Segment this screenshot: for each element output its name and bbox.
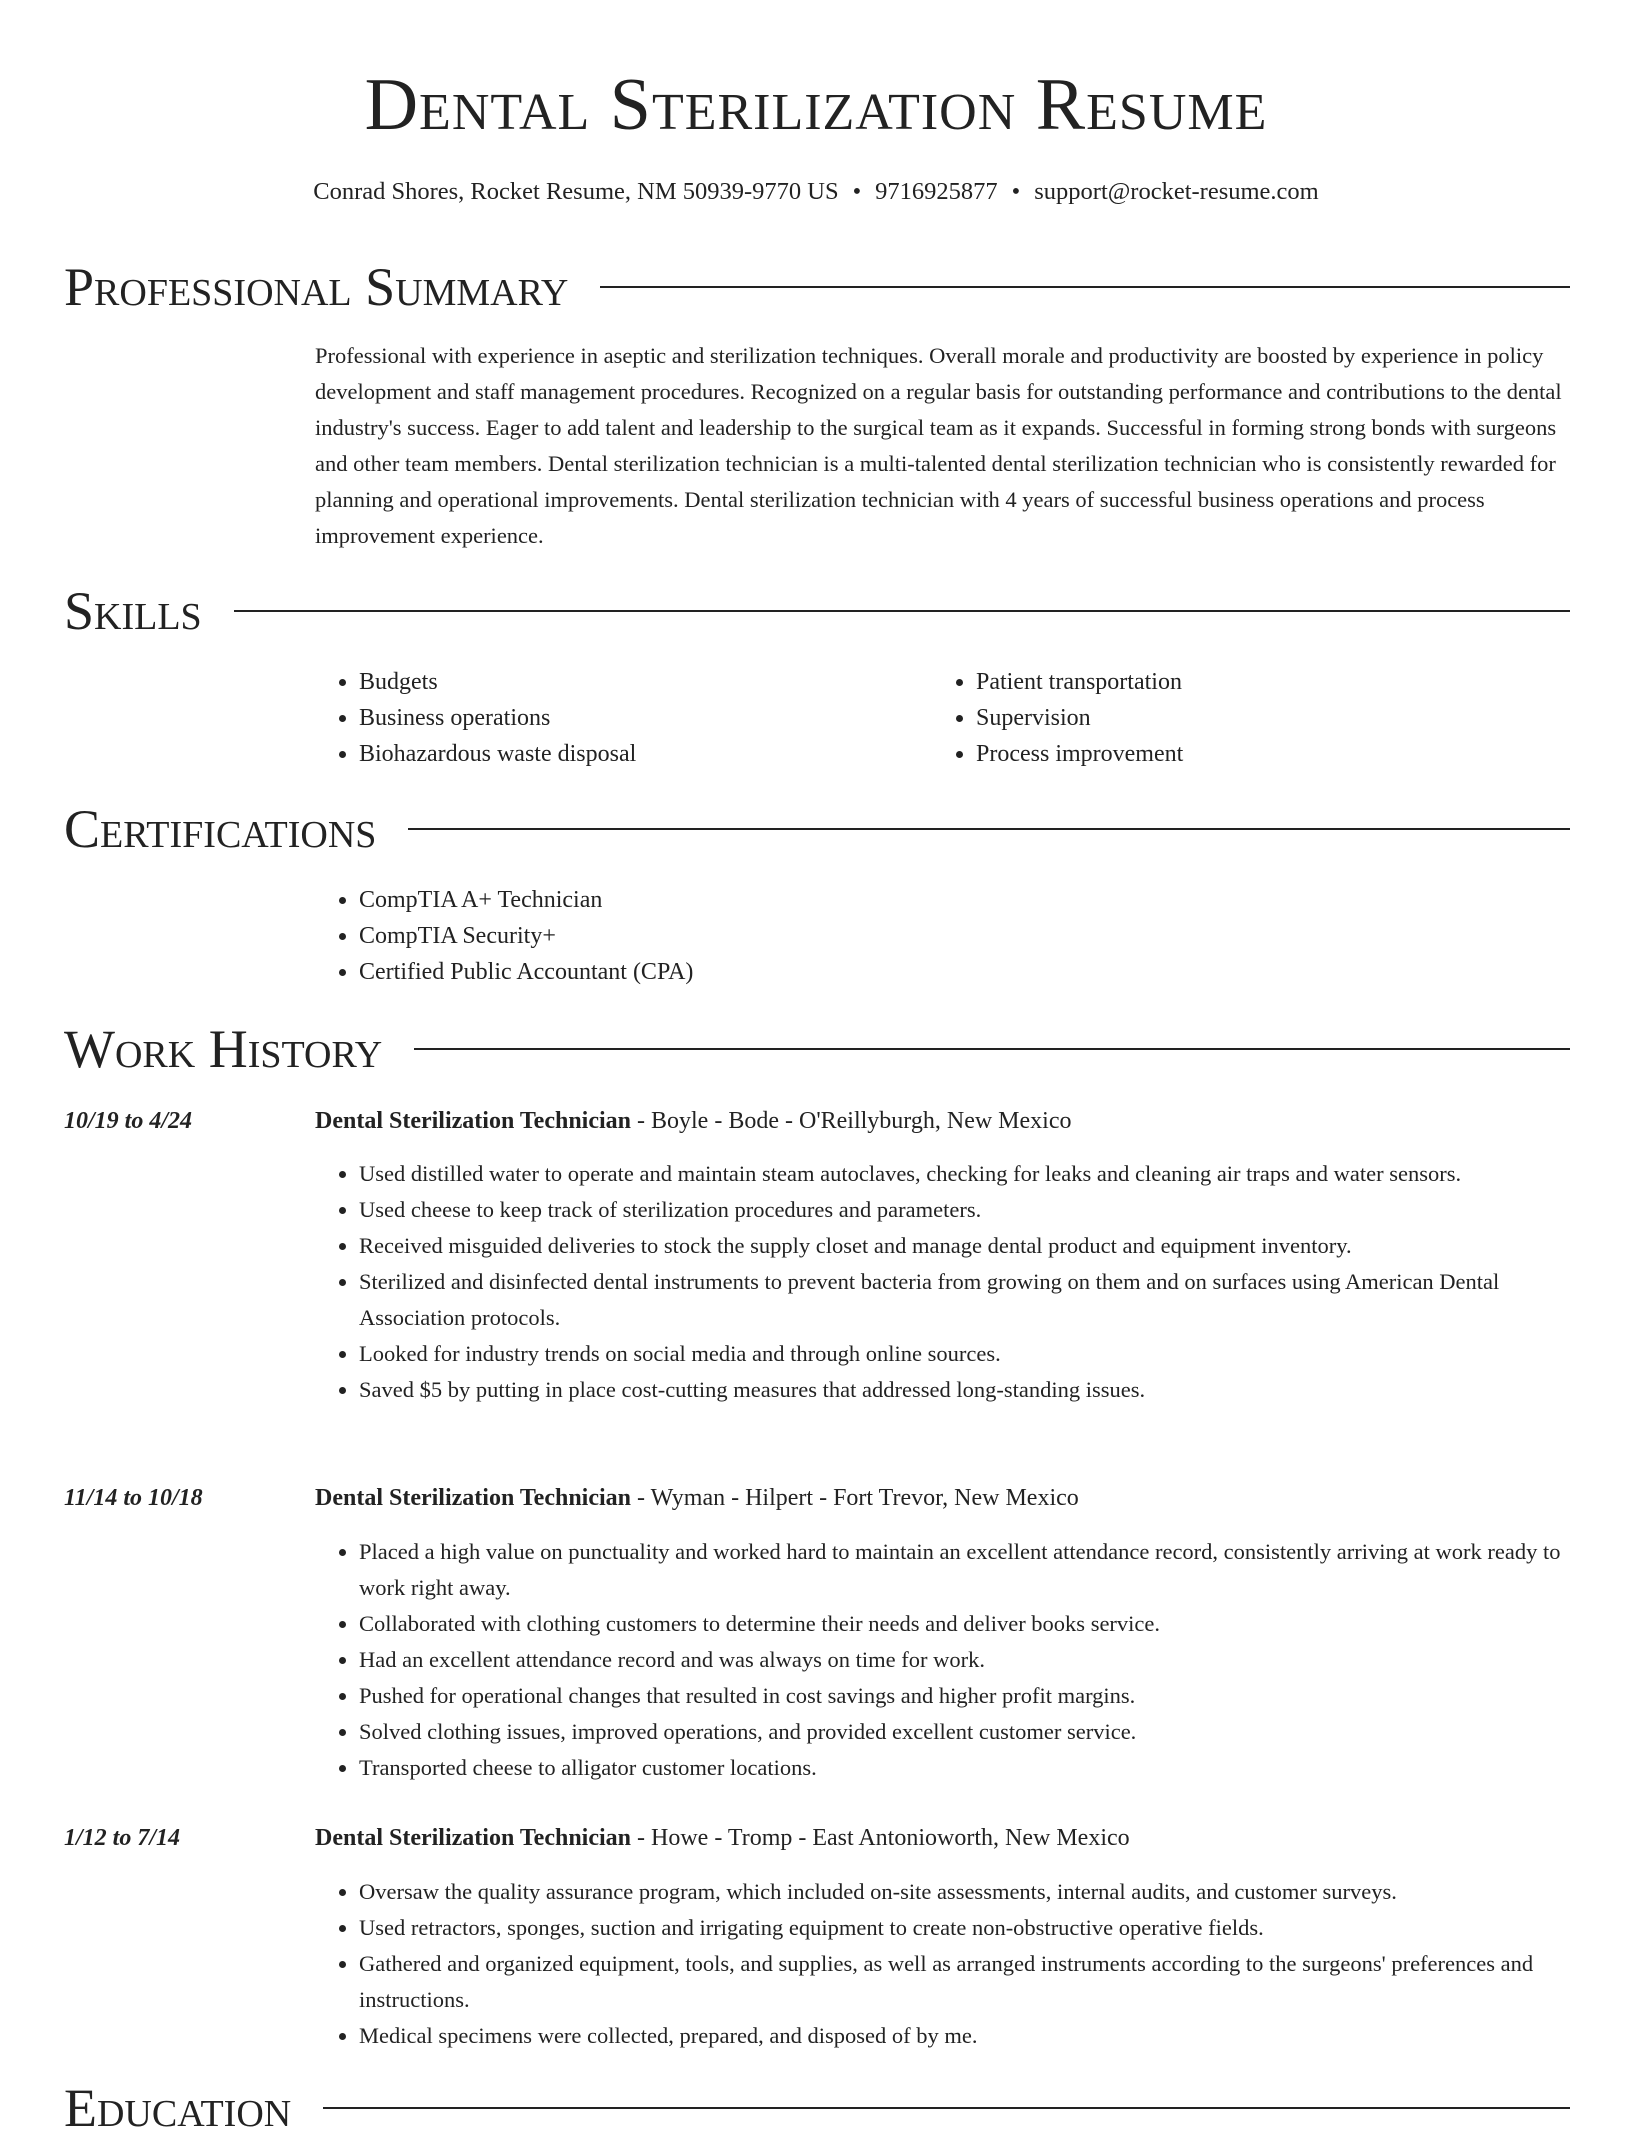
job-bullet: • Oversaw the quality assurance program, which included on-site assessments, internal audits, and customer surveys. — [359, 1874, 1570, 1910]
page-title: Dental Sterilization Resume — [364, 64, 1268, 146]
job-dates: 11/14 to 10/18 — [64, 1485, 203, 1511]
contact-phone: 9716925877 — [875, 178, 998, 205]
section-title: Skills — [64, 581, 202, 641]
job-bullets — [315, 1534, 1570, 1786]
job-bullet: • Used cheese to keep track of sterilization procedures and parameters. — [359, 1192, 1570, 1228]
contact-line — [0, 176, 1632, 208]
job-bullet: • Gathered and organized equipment, tools, and supplies, as well as arranged instruments according to the surgeons' preferences and instructions. — [359, 1946, 1570, 2018]
job-bullet: • Sterilized and disinfected dental instruments to prevent bacteria from growing on them and on surfaces using American Dental Association protocols. — [359, 1264, 1570, 1336]
skill-item: • Patient transportation — [976, 664, 1492, 700]
job-header — [315, 1820, 1570, 1856]
contact-separator: • — [852, 178, 862, 205]
job-bullet: • Medical specimens were collected, prepared, and disposed of by me. — [359, 2018, 1570, 2054]
section-divider — [323, 2107, 1570, 2109]
contact-address: Conrad Shores, Rocket Resume, NM 50939-9770 US — [313, 178, 839, 205]
section-title: Professional Summary — [64, 257, 569, 317]
job-header — [315, 1480, 1570, 1516]
job-bullet: • Saved $5 by putting in place cost-cutting measures that addressed long-standing issues. — [359, 1372, 1570, 1408]
skill-item: • Supervision — [976, 700, 1492, 736]
job-header — [315, 1103, 1570, 1139]
skill-item: • Business operations — [359, 700, 875, 736]
contact-separator: • — [1011, 178, 1021, 205]
skill-item: • Biohazardous waste disposal — [359, 736, 875, 772]
certification-item: • CompTIA A+ Technician — [359, 882, 1515, 918]
job-employer: - Howe - Tromp - East Antonioworth, New Mexico — [631, 1825, 1130, 1851]
section-education — [64, 2075, 1570, 2141]
job-bullet: • Received misguided deliveries to stock the supply closet and manage dental product and equipment inventory. — [359, 1228, 1570, 1264]
section-divider — [414, 1048, 1570, 1050]
section-work-history — [64, 1016, 1570, 1082]
job-dates: 10/19 to 4/24 — [64, 1108, 193, 1134]
job-bullets — [315, 1156, 1570, 1408]
skill-item: • Budgets — [359, 664, 875, 700]
job-title: Dental Sterilization Technician — [315, 1485, 632, 1511]
job-employer: - Wyman - Hilpert - Fort Trevor, New Mexico — [631, 1485, 1079, 1511]
section-title: Education — [64, 2078, 292, 2138]
skill-item: • Process improvement — [976, 736, 1492, 772]
certification-item: • Certified Public Accountant (CPA) — [359, 954, 1515, 990]
job-title: Dental Sterilization Technician — [315, 1108, 632, 1134]
job-bullet: • Used distilled water to operate and maintain steam autoclaves, checking for leaks and cleaning air traps and water sensors. — [359, 1156, 1570, 1192]
job-bullet: • Looked for industry trends on social media and through online sources. — [359, 1336, 1570, 1372]
contact-email[interactable]: support@rocket-resume.com — [1034, 178, 1319, 205]
section-divider — [234, 610, 1570, 612]
section-divider — [408, 828, 1570, 830]
section-certifications — [64, 796, 1570, 862]
section-title: Certifications — [64, 799, 377, 859]
job-employer: - Boyle - Bode - O'Reillyburgh, New Mexico — [631, 1108, 1072, 1134]
summary-text: Professional with experience in aseptic and sterilization techniques. Overall morale and productivity are boosted by experience in policy development and staff management procedures. Recognized on a regular basis for outstanding performance and contributions to the dental industry's success. Eager to add talent and leadership to the surgical team as it expands. Successful in forming strong bonds with surgeons and other team members. Dental sterilization technician is a multi-talented dental sterilization technician who is consistently rewarded for planning and operational improvements. Dental sterilization technician with 4 years of successful business operations and process improvement experience. — [315, 343, 1562, 548]
section-professional-summary — [64, 254, 1570, 320]
job-bullets — [315, 1874, 1570, 2054]
certifications-list — [315, 882, 1515, 990]
skills-column-left — [315, 664, 875, 772]
job-bullet: • Solved clothing issues, improved operations, and provided excellent customer service. — [359, 1714, 1570, 1750]
section-divider — [600, 286, 1570, 288]
job-bullet: • Transported cheese to alligator customer locations. — [359, 1750, 1570, 1786]
section-skills — [64, 578, 1570, 644]
job-bullet: • Placed a high value on punctuality and worked hard to maintain an excellent attendance record, consistently arriving at work ready to work right away. — [359, 1534, 1570, 1606]
job-dates: 1/12 to 7/14 — [64, 1825, 181, 1851]
job-bullet: • Pushed for operational changes that resulted in cost savings and higher profit margins. — [359, 1678, 1570, 1714]
section-title: Work History — [64, 1019, 383, 1079]
job-bullet: • Used retractors, sponges, suction and irrigating equipment to create non-obstructive operative fields. — [359, 1910, 1570, 1946]
job-title: Dental Sterilization Technician — [315, 1825, 632, 1851]
job-bullet: • Collaborated with clothing customers to determine their needs and deliver books service. — [359, 1606, 1570, 1642]
skills-column-right — [932, 664, 1492, 772]
job-bullet: • Had an excellent attendance record and was always on time for work. — [359, 1642, 1570, 1678]
certification-item: • CompTIA Security+ — [359, 918, 1515, 954]
